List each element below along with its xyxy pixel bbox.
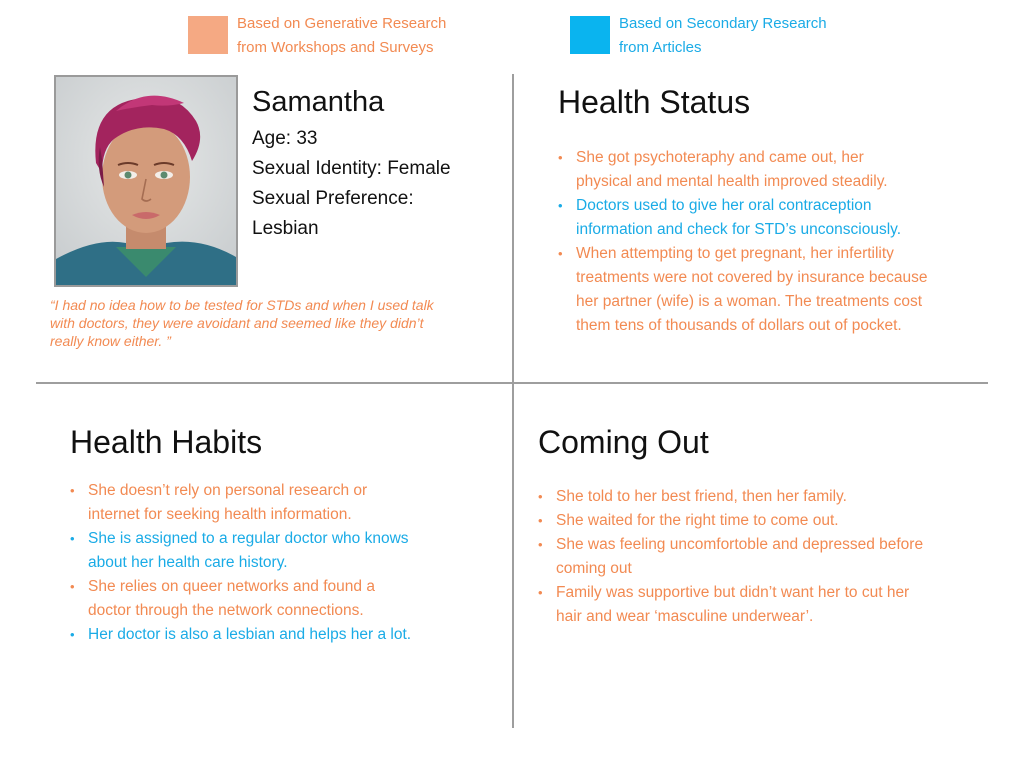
persona-sexual-identity: Sexual Identity: Female <box>252 158 451 179</box>
persona-quote <box>50 296 505 350</box>
health-status-title: Health Status <box>558 84 751 120</box>
list-item: • She waited for the right time to come out. <box>538 509 978 533</box>
secondary-legend-line-1: Based on Secondary Research <box>619 15 827 32</box>
list-item: • When attempting to get pregnant, her infertility treatments were not covered by insurance because her partner (wife) is a woman. The treatments cost them tens of thousands of dollars out of pocket. <box>558 242 978 338</box>
list-item: • Doctors used to give her oral contraception information and check for STD’s unconsciously. <box>558 194 978 242</box>
persona-sexual-preference-value: Lesbian <box>252 218 319 239</box>
portrait-illustration <box>56 77 236 285</box>
secondary-legend-line-2: from Articles <box>619 39 702 56</box>
list-item: • She doesn’t rely on personal research or internet for seeking health information. <box>70 479 490 527</box>
quote-line-1: “I had no idea how to be tested for STDs and when I used talk <box>50 297 434 313</box>
vertical-divider <box>512 74 514 728</box>
secondary-legend-swatch <box>570 16 610 54</box>
list-item: • She was feeling uncomfortoble and depressed before coming out <box>538 533 978 581</box>
generative-legend-line-1: Based on Generative Research <box>237 15 447 32</box>
list-item: • She got psychoteraphy and came out, her physical and mental health improved steadily. <box>558 146 978 194</box>
list-item: • She told to her best friend, then her family. <box>538 485 978 509</box>
profile-photo <box>54 75 238 287</box>
quote-line-2: with doctors, they were avoidant and seemed like they didn’t <box>50 315 424 331</box>
list-item: • Her doctor is also a lesbian and helps her a lot. <box>70 623 490 647</box>
generative-legend-line-2: from Workshops and Surveys <box>237 39 434 56</box>
generative-legend-swatch <box>188 16 228 54</box>
list-item: • She relies on queer networks and found a doctor through the network connections. <box>70 575 490 623</box>
list-item: • She is assigned to a regular doctor who knows about her health care history. <box>70 527 490 575</box>
horizontal-divider <box>36 382 988 384</box>
persona-age: Age: 33 <box>252 128 318 149</box>
secondary-legend-label <box>619 12 827 60</box>
health-status-list <box>558 146 978 338</box>
persona-sexual-preference-label: Sexual Preference: <box>252 188 414 209</box>
coming-out-list <box>538 485 978 629</box>
coming-out-title: Coming Out <box>538 424 709 460</box>
health-habits-title: Health Habits <box>70 424 263 460</box>
persona-name: Samantha <box>252 86 385 118</box>
health-habits-list <box>70 479 490 647</box>
quote-line-3: really know either. ” <box>50 333 171 349</box>
list-item: • Family was supportive but didn’t want her to cut her hair and wear ‘masculine underwear’. <box>538 581 978 629</box>
generative-legend-label <box>237 12 446 60</box>
